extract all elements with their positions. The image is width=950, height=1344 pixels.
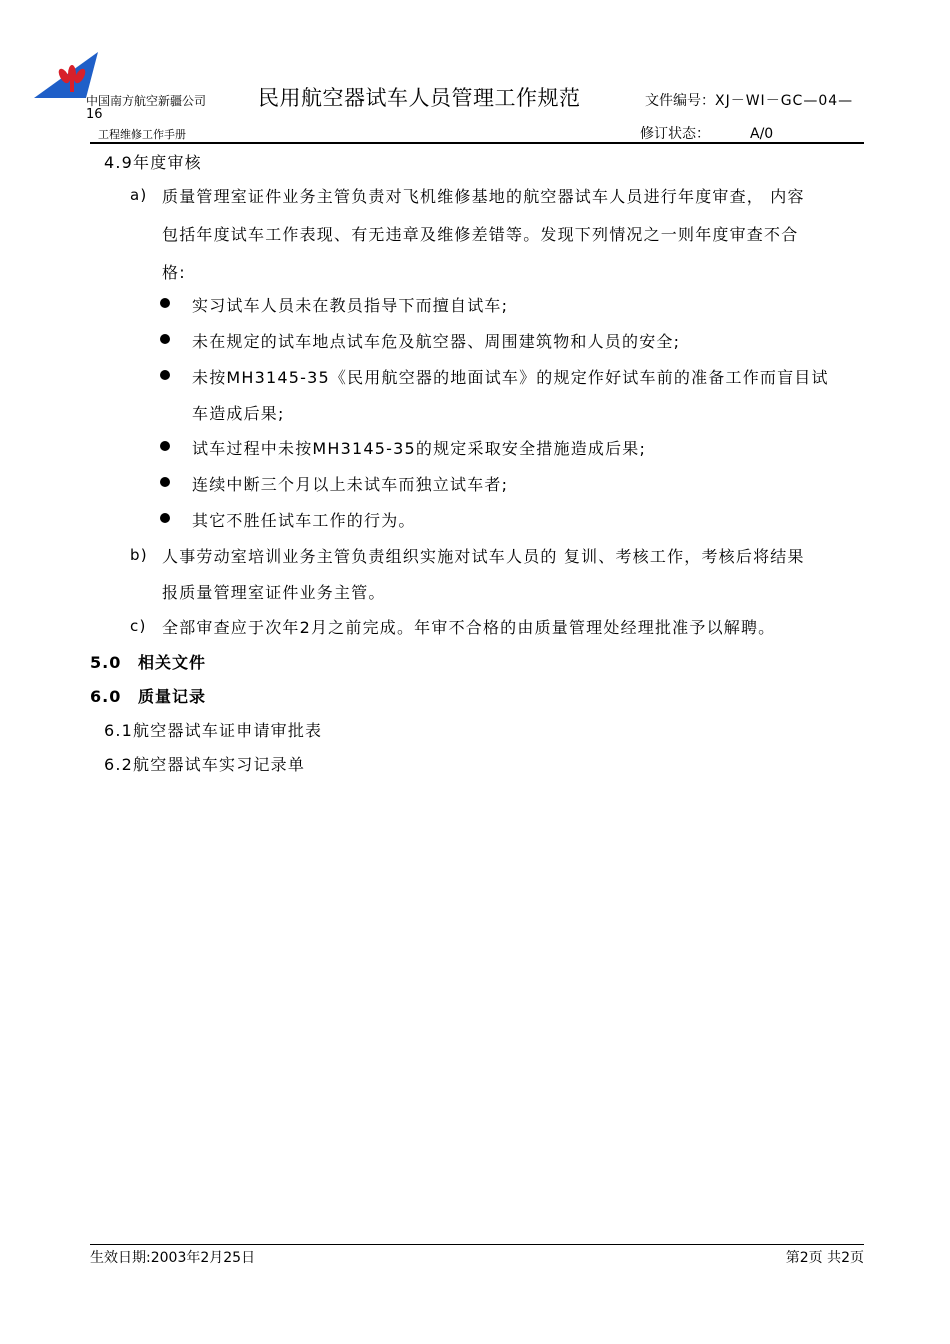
item-b-line: 人事劳动室培训业务主管负责组织实施对试车人员的 复训、考核工作，考核后将结果 (162, 547, 805, 566)
item-b-mark: b) (130, 546, 148, 564)
bullet-icon (160, 298, 170, 308)
section-5-title: 相关文件 (138, 653, 207, 672)
bullet-icon (160, 477, 170, 487)
manual-name: 工程维修工作手册 (98, 128, 186, 141)
item-c-line: 全部审查应于次年2月之前完成。年审不合格的由质量管理处经理批准予以解聘。 (162, 618, 776, 637)
doc-code-label: 文件编号： (645, 93, 715, 109)
bullet-item-continuation: 车造成后果; (192, 404, 285, 423)
bullet-item: 未在规定的试车地点试车危及航空器、周围建筑物和人员的安全; (192, 332, 681, 351)
bullet-icon (160, 441, 170, 451)
bullet-item: 其它不胜任试车工作的行为。 (192, 511, 416, 530)
page-number: 第2页 共2页 (785, 1250, 864, 1266)
bullet-item: 试车过程中未按MH3145-35的规定采取安全措施造成后果; (192, 439, 647, 458)
section-6-number: 6.0 (90, 687, 122, 706)
doc-code-value: XJ－WI－GC—04— (715, 93, 854, 109)
section-6-title: 质量记录 (138, 687, 207, 706)
record-item: 6.1航空器试车证申请审批表 (104, 721, 323, 740)
item-a-line: 格: (162, 263, 186, 282)
record-item: 6.2航空器试车实习记录单 (104, 755, 306, 774)
page-title: 民用航空器试车人员管理工作规范 (258, 86, 581, 110)
item-b-line: 报质量管理室证件业务主管。 (162, 583, 386, 602)
bullet-icon (160, 513, 170, 523)
section-5-heading (90, 650, 206, 673)
bullet-item: 未按MH3145-35《民用航空器的地面试车》的规定作好试车前的准备工作而盲目试 (192, 368, 829, 387)
header-rule (90, 142, 864, 144)
doc-code (645, 90, 853, 110)
item-c-mark: c) (130, 617, 147, 635)
revision-status (640, 123, 773, 143)
section-5-number: 5.0 (90, 653, 122, 672)
item-a-line: 包括年度试车工作表现、有无违章及维修差错等。发现下列情况之一则年度审查不合 (162, 225, 799, 244)
item-a-mark: a) (130, 186, 148, 204)
revision-label: 修订状态： (640, 126, 710, 142)
company-suffix: 16 (86, 107, 103, 122)
section-4-9-title: 4.9年度审核 (104, 153, 202, 172)
section-6-heading (90, 684, 206, 707)
company-name: 中国南方航空新疆公司 (86, 94, 207, 108)
bullet-icon (160, 334, 170, 344)
bullet-item: 连续中断三个月以上未试车而独立试车者; (192, 475, 509, 494)
bullet-item: 实习试车人员未在教员指导下而擅自试车; (192, 296, 509, 315)
bullet-icon (160, 370, 170, 380)
footer-rule (90, 1244, 864, 1245)
item-a-line: 质量管理室证件业务主管负责对飞机维修基地的航空器试车人员进行年度审查， 内容 (162, 187, 805, 206)
effective-date: 生效日期:2003年2月25日 (90, 1250, 256, 1266)
revision-value: A/0 (750, 126, 774, 142)
